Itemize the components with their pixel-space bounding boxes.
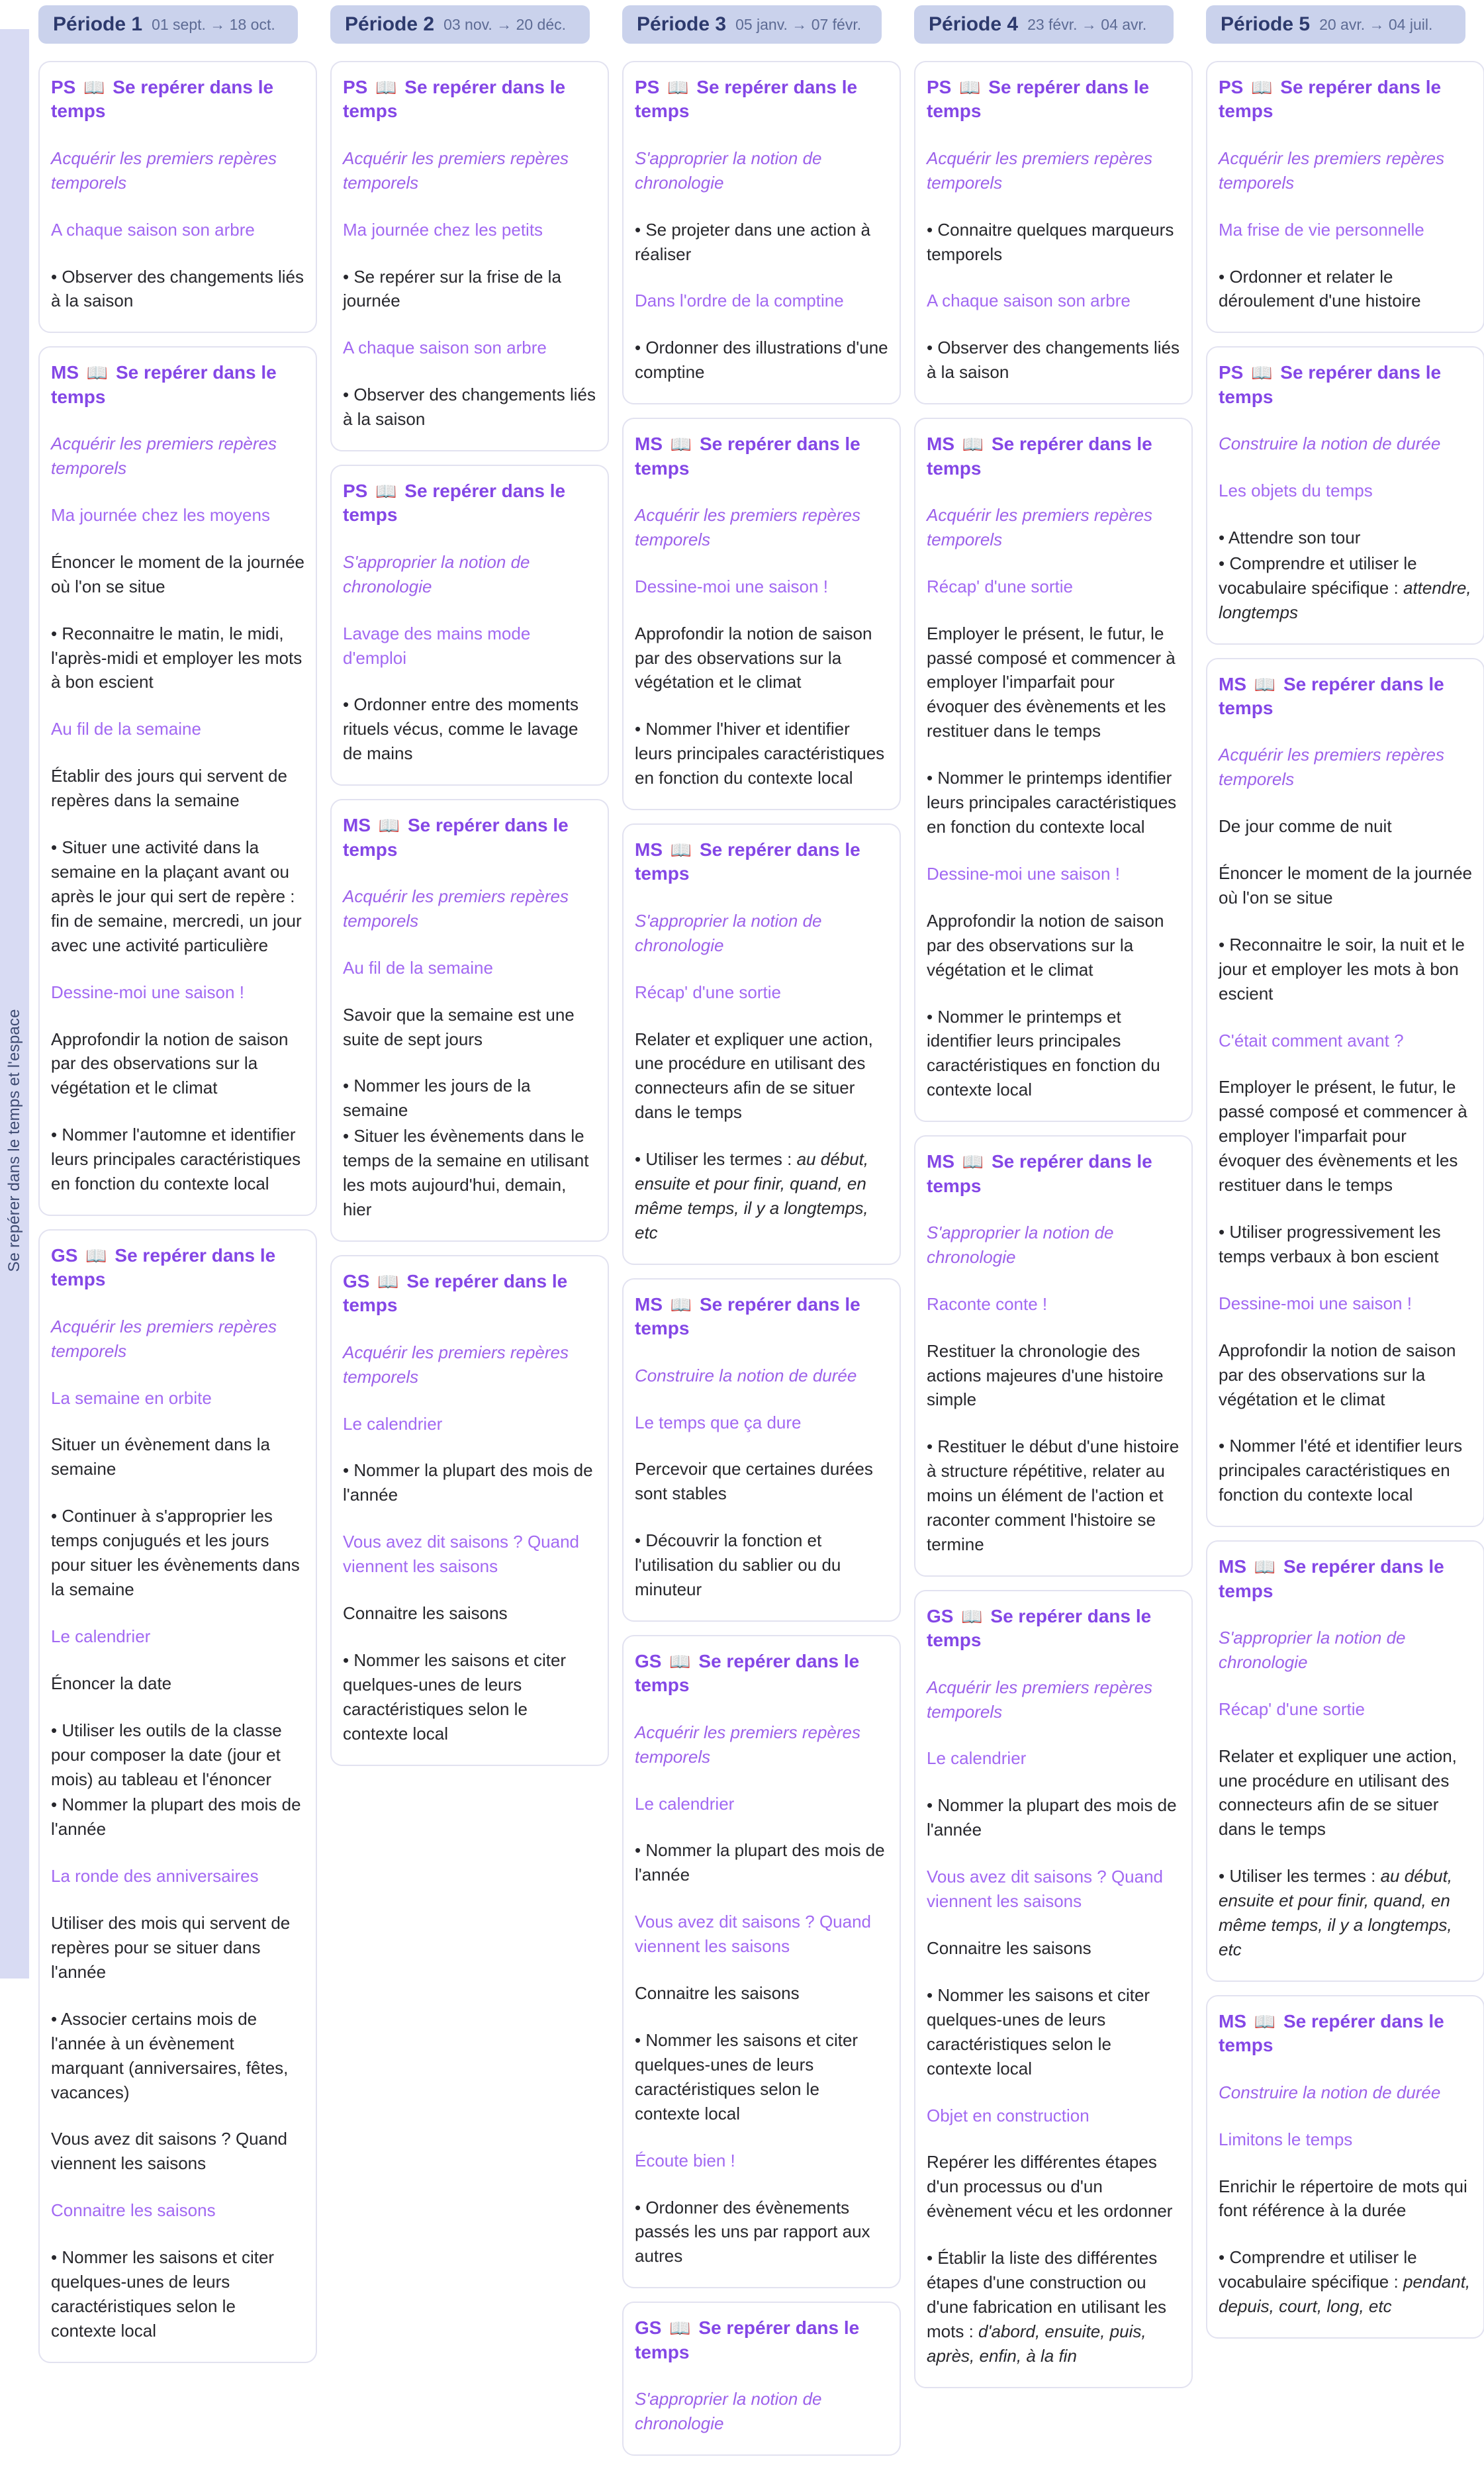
sequence-title[interactable]: Vous avez dit saisons ? Quand viennent les saisons xyxy=(635,1912,872,1957)
card-body xyxy=(927,1221,1180,1557)
card-header xyxy=(343,75,596,124)
emphasized-terms: au début, ensuite et pour finir, quand, en même temps, il y a longtemps, etc xyxy=(1219,1866,1453,1959)
book-icon: 📖 xyxy=(670,1294,692,1315)
card[interactable] xyxy=(330,1255,609,1766)
objective-subtitle: Acquérir les premiers repères temporels xyxy=(635,1722,861,1767)
level-badge: MS xyxy=(1219,1556,1246,1577)
bullet-item: • Nommer les saisons et citer quelques-unes de leurs caractéristiques selon le contexte local xyxy=(51,2247,275,2341)
domain-title: Se repérer dans le temps xyxy=(635,77,858,122)
card-body xyxy=(635,146,888,385)
card-header xyxy=(1219,361,1472,409)
card-body xyxy=(343,884,596,1222)
card[interactable] xyxy=(38,346,317,1216)
objective-subtitle: Acquérir les premiers repères temporels xyxy=(927,1677,1153,1722)
objective-subtitle: Acquérir les premiers repères temporels xyxy=(343,886,569,931)
card-body xyxy=(635,2387,888,2436)
card-header xyxy=(927,1150,1180,1198)
domain-title: Se repérer dans le temps xyxy=(343,481,566,526)
bullet-item: • Se repérer sur la frise de la journée xyxy=(343,266,561,311)
bullet-item: • Observer des changements liés à la saison xyxy=(51,266,304,311)
objective-subtitle: Construire la notion de durée xyxy=(1219,2082,1441,2102)
card-body xyxy=(635,1720,888,2269)
bullet-item: • Nommer la plupart des mois de l'année xyxy=(927,1795,1177,1840)
bullet-item: • Restituer le début d'une histoire à structure répétitive, relater au moins un élément de l'action et raconter comment l'histoire se termine xyxy=(927,1436,1180,1554)
card-text: Énoncer le moment de la journée où l'on se situe xyxy=(1219,863,1473,908)
period-column xyxy=(38,5,317,2469)
book-icon: 📖 xyxy=(1254,1557,1276,1577)
bullet-item: • Utiliser progressivement les temps verbaux à bon escient xyxy=(1219,1222,1441,1266)
bullet-item: • Observer des changements liés à la saison xyxy=(927,338,1180,383)
domain-title: Se repérer dans le temps xyxy=(1219,77,1442,122)
period-dates: 20 avr. → 04 juil. xyxy=(1319,15,1433,33)
card-body xyxy=(51,146,304,314)
card-header xyxy=(51,361,304,409)
card[interactable] xyxy=(38,1229,317,2363)
domain-title: Se repérer dans le temps xyxy=(635,1293,860,1339)
level-badge: PS xyxy=(343,481,368,502)
card[interactable] xyxy=(330,799,609,1242)
bullet-item: • Utiliser les termes : au début, ensuite et pour finir, quand, en même temps, il y a longtemps, etc xyxy=(635,1149,869,1242)
level-badge: MS xyxy=(343,815,371,836)
sequence-title[interactable]: Limitons le temps xyxy=(1219,2129,1353,2149)
card-text: Relater et expliquer une action, une procédure en utilisant des connecteurs afin de se situer dans le temps xyxy=(1219,1746,1457,1840)
bullet-item: • Associer certains mois de l'année à un évènement marquant (anniversaires, fêtes, vacances) xyxy=(51,2008,289,2102)
card[interactable] xyxy=(622,1278,901,1622)
domain-title: Se repérer dans le temps xyxy=(343,815,569,860)
card-header xyxy=(51,75,304,124)
card-header xyxy=(635,1650,888,1698)
bullet-item: • Nommer les saisons et citer quelques-unes de leurs caractéristiques selon le contexte local xyxy=(927,1984,1150,2078)
card-text: Employer le présent, le futur, le passé composé et commencer à employer l'imparfait pour évoquer des évènements et les restituer dans le temps xyxy=(1219,1077,1467,1195)
bullet-item: • Reconnaitre le soir, la nuit et le jour et employer les mots à bon escient xyxy=(1219,934,1465,1003)
domain-title: Se repérer dans le temps xyxy=(51,362,277,407)
period-dates: 01 sept. → 18 oct. xyxy=(152,15,275,33)
sequence-title[interactable]: A chaque saison son arbre xyxy=(927,291,1131,311)
bullet-item: • Se projeter dans une action à réaliser xyxy=(635,219,871,264)
level-badge: GS xyxy=(635,2317,662,2339)
period-name: Période 1 xyxy=(53,13,143,35)
bullet-item: • Utiliser les outils de la classe pour composer la date (jour et mois) au tableau et l'énoncer xyxy=(51,1720,282,1789)
card-text: Situer un évènement dans la semaine xyxy=(51,1434,270,1479)
bullet-item: • Nommer la plupart des mois de l'année xyxy=(51,1794,301,1840)
bullet-item: • Nommer le printemps identifier leurs principales caractéristiques en fonction du contexte local xyxy=(927,768,1177,837)
bullet-item: • Nommer la plupart des mois de l'année xyxy=(635,1840,885,1885)
level-badge: MS xyxy=(927,1151,954,1172)
sequence-title[interactable]: Objet en construction xyxy=(927,2105,1090,2125)
card-list xyxy=(38,61,317,2376)
card-header xyxy=(343,814,596,862)
card-header xyxy=(927,1605,1180,1653)
bullet-item: • Utiliser les termes : au début, ensuite et pour finir, quand, en même temps, il y a longtemps, etc xyxy=(1219,1866,1453,1959)
card-header xyxy=(343,479,596,528)
bullet-item: • Comprendre et utiliser le vocabulaire spécifique : attendre, longtemps xyxy=(1219,553,1471,622)
card-text: Approfondir la notion de saison par des observations sur la végétation et le climat xyxy=(927,910,1164,980)
period-column xyxy=(622,5,901,2469)
card-header xyxy=(635,432,888,481)
card-body xyxy=(927,1675,1180,2368)
bullet-item: • Ordonner entre des moments rituels vécus, comme le lavage de mains xyxy=(343,694,579,764)
level-badge: PS xyxy=(927,77,952,97)
period-pill[interactable] xyxy=(914,5,1174,44)
sequence-title[interactable]: A chaque saison son arbre xyxy=(51,219,255,240)
board xyxy=(38,5,1484,2469)
card-text: Énoncer le moment de la journée où l'on se situe xyxy=(51,551,305,596)
period-dates: 03 nov. → 20 déc. xyxy=(443,15,567,33)
level-badge: PS xyxy=(343,77,368,97)
objective-subtitle: Acquérir les premiers repères temporels xyxy=(635,504,861,549)
card-list xyxy=(622,61,901,2469)
card-body xyxy=(1219,432,1472,624)
sequence-title[interactable]: Dessine-moi une saison ! xyxy=(51,982,244,1002)
objective-subtitle: Acquérir les premiers repères temporels xyxy=(927,148,1153,193)
sequence-title[interactable]: Ma frise de vie personnelle xyxy=(1219,219,1424,240)
sequence-title[interactable]: Récap' d'une sortie xyxy=(1219,1699,1365,1719)
card-text: Approfondir la notion de saison par des observations sur la végétation et le climat xyxy=(635,623,872,692)
card-body xyxy=(1219,2080,1472,2319)
sidebar-label: Se repérer dans le temps et l'espace xyxy=(5,1008,23,1272)
sequence-title[interactable]: Dessine-moi une saison ! xyxy=(635,576,828,596)
bullet-item: • Nommer l'été et identifier leurs principales caractéristiques en fonction du contexte local xyxy=(1219,1436,1463,1505)
card-body xyxy=(635,909,888,1245)
card-body xyxy=(51,432,304,1196)
sequence-title[interactable]: Ma journée chez les petits xyxy=(343,219,543,240)
period-pill[interactable] xyxy=(622,5,882,44)
card-text: Percevoir que certaines durées sont stables xyxy=(635,1459,873,1504)
bullet-item: • Ordonner des évènements passés les uns par rapport aux autres xyxy=(635,2197,870,2266)
card-text: Enrichir le répertoire de mots qui font référence à la durée xyxy=(1219,2176,1467,2221)
bullet-item: • Nommer les saisons et citer quelques-unes de leurs caractéristiques selon le contexte local xyxy=(343,1650,567,1744)
card-text: Utiliser des mois qui servent de repères pour se situer dans l'année xyxy=(51,1913,291,1982)
book-icon: 📖 xyxy=(1254,674,1276,694)
card-list xyxy=(330,61,609,1779)
card-body xyxy=(927,146,1180,385)
objective-subtitle: S'approprier la notion de chronologie xyxy=(635,2389,822,2433)
objective-subtitle: Acquérir les premiers repères temporels xyxy=(51,1316,277,1361)
bullet-item: • Continuer à s'approprier les temps conjugués et les jours pour situer les évènements dans la semaine xyxy=(51,1506,300,1599)
bullet-item: • Nommer l'hiver et identifier leurs principales caractéristiques en fonction du contexte local xyxy=(635,719,885,788)
period-pill[interactable] xyxy=(1206,5,1465,44)
sidebar-rail xyxy=(0,29,29,1979)
objective-subtitle: Acquérir les premiers repères temporels xyxy=(51,434,277,478)
bullet-item: • Attendre son tour xyxy=(1219,527,1361,547)
card-header xyxy=(1219,1555,1472,1603)
objective-subtitle: Construire la notion de durée xyxy=(635,1365,857,1385)
card[interactable] xyxy=(622,823,901,1265)
card-body xyxy=(343,550,596,766)
level-badge: MS xyxy=(1219,2010,1246,2031)
card-text: Connaitre les saisons xyxy=(927,1938,1091,1958)
book-icon: 📖 xyxy=(961,1606,983,1626)
card-list xyxy=(914,61,1193,2401)
level-badge: GS xyxy=(343,1270,370,1291)
bullet-item: • Établir la liste des différentes étapes d'une construction ou d'une fabrication en utilisant les mots : d'abord, ensuite, puis, après, enfin, à la fin xyxy=(927,2248,1166,2366)
card-list xyxy=(1206,61,1484,2352)
sequence-title[interactable]: Dessine-moi une saison ! xyxy=(927,863,1120,884)
domain-title: Se repérer dans le temps xyxy=(343,77,566,122)
objective-subtitle: S'approprier la notion de chronologie xyxy=(927,1222,1114,1267)
card-body xyxy=(1219,146,1472,314)
level-badge: MS xyxy=(635,434,663,455)
objective-subtitle: Acquérir les premiers repères temporels xyxy=(51,148,277,193)
domain-title: Se repérer dans le temps xyxy=(1219,2010,1444,2056)
sequence-title[interactable]: Connaitre les saisons xyxy=(51,2200,216,2221)
period-name: Période 5 xyxy=(1221,13,1311,35)
domain-title: Se repérer dans le temps xyxy=(927,1605,1152,1651)
bullet-item: • Ordonner et relater le déroulement d'une histoire xyxy=(1219,266,1421,311)
book-icon: 📖 xyxy=(1251,363,1273,383)
card-text: Approfondir la notion de saison par des observations sur la végétation et le climat xyxy=(51,1029,289,1098)
bullet-item: • Nommer le printemps et identifier leurs principales caractéristiques en fonction du contexte local xyxy=(927,1006,1160,1100)
period-pill[interactable] xyxy=(330,5,590,44)
card[interactable] xyxy=(38,61,317,333)
bullet-item: • Nommer l'automne et identifier leurs principales caractéristiques en fonction du contexte local xyxy=(51,1125,301,1194)
level-badge: PS xyxy=(1219,77,1244,97)
domain-title: Se repérer dans le temps xyxy=(927,434,1152,479)
card-text: Vous avez dit saisons ? Quand viennent les saisons xyxy=(51,2129,288,2174)
card-text: Repérer les différentes étapes d'un processus ou d'un évènement vécu et les ordonner xyxy=(927,2152,1173,2221)
card-text: Connaitre les saisons xyxy=(343,1603,508,1624)
sequence-title[interactable]: Le calendrier xyxy=(343,1413,443,1434)
sequence-title[interactable]: Au fil de la semaine xyxy=(51,719,201,739)
card-body xyxy=(635,503,888,790)
bullet-item: • Nommer la plupart des mois de l'année xyxy=(343,1460,593,1505)
sequence-title[interactable]: Récap' d'une sortie xyxy=(927,576,1073,596)
level-badge: MS xyxy=(635,1293,663,1315)
sequence-title[interactable]: Le temps que ça dure xyxy=(635,1412,802,1432)
level-badge: PS xyxy=(635,77,660,97)
period-dates: 23 févr. → 04 avr. xyxy=(1027,15,1147,33)
level-badge: MS xyxy=(635,839,663,861)
card[interactable] xyxy=(1206,61,1484,333)
card[interactable] xyxy=(622,418,901,810)
emphasized-terms: d'abord, ensuite, puis, après, enfin, à la fin xyxy=(927,2321,1146,2366)
bullet-item: • Situer une activité dans la semaine en la plaçant avant ou après le jour qui sert de repère : fin de semaine, mercredi, un jour avec une activité particulière xyxy=(51,837,302,955)
card-text: Employer le présent, le futur, le passé composé et commencer à employer l'imparfait pour évoquer des évènements et les restituer dans le temps xyxy=(927,623,1176,741)
sequence-title[interactable]: Le calendrier xyxy=(51,1626,151,1646)
domain-title: Se repérer dans le temps xyxy=(1219,362,1442,407)
domain-title: Se repérer dans le temps xyxy=(51,1244,276,1290)
card-header xyxy=(1219,75,1472,124)
objective-subtitle: S'approprier la notion de chronologie xyxy=(635,910,822,955)
level-badge: GS xyxy=(51,1244,78,1266)
bullet-item: • Comprendre et utiliser le vocabulaire spécifique : pendant, depuis, court, long, etc xyxy=(1219,2247,1471,2317)
card-header xyxy=(927,432,1180,481)
period-name: Période 4 xyxy=(929,13,1019,35)
objective-subtitle: Acquérir les premiers repères temporels xyxy=(1219,745,1445,790)
card-header xyxy=(635,838,888,886)
sequence-title[interactable]: Lavage des mains mode d'emploi xyxy=(343,623,531,668)
objective-subtitle: Construire la notion de durée xyxy=(1219,434,1441,454)
card-header xyxy=(51,1244,304,1292)
card-body xyxy=(343,146,596,432)
domain-title: Se repérer dans le temps xyxy=(343,1270,568,1316)
card-header xyxy=(635,2316,888,2364)
card-text: De jour comme de nuit xyxy=(1219,816,1392,837)
bullet-item: • Nommer les jours de la semaine xyxy=(343,1076,531,1121)
period-name: Période 2 xyxy=(345,13,435,35)
card-header xyxy=(1219,673,1472,721)
card-body xyxy=(635,1364,888,1602)
domain-title: Se repérer dans le temps xyxy=(51,77,274,122)
card[interactable] xyxy=(1206,1995,1484,2339)
card-body xyxy=(1219,1626,1472,1962)
card-text: Relater et expliquer une action, une procédure en utilisant des connecteurs afin de se situer dans le temps xyxy=(635,1029,873,1123)
sequence-title[interactable]: Vous avez dit saisons ? Quand viennent les saisons xyxy=(343,1532,580,1577)
book-icon: 📖 xyxy=(667,77,689,97)
card-body xyxy=(1219,743,1472,1507)
level-badge: GS xyxy=(635,1650,662,1671)
sequence-title[interactable]: Dessine-moi une saison ! xyxy=(1219,1293,1412,1313)
sequence-title[interactable]: Les objets du temps xyxy=(1219,481,1373,500)
domain-title: Se repérer dans le temps xyxy=(635,1650,860,1696)
book-icon: 📖 xyxy=(959,77,981,97)
bullet-item: • Reconnaitre le matin, le midi, l'après-midi et employer les mots à bon escient xyxy=(51,623,302,692)
card-text: Connaitre les saisons xyxy=(635,1983,800,2004)
bullet-item: • Découvrir la fonction et l'utilisation du sablier ou du minuteur xyxy=(635,1530,841,1600)
level-badge: MS xyxy=(927,434,954,455)
book-icon: 📖 xyxy=(670,434,692,455)
card[interactable] xyxy=(914,418,1193,1122)
objective-subtitle: Acquérir les premiers repères temporels xyxy=(343,1342,569,1387)
book-icon: 📖 xyxy=(378,815,400,836)
bullet-item: • Connaitre quelques marqueurs temporels xyxy=(927,219,1174,264)
level-badge: GS xyxy=(927,1605,954,1626)
emphasized-terms: au début, ensuite et pour finir, quand, en même temps, il y a longtemps, etc xyxy=(635,1149,869,1242)
book-icon: 📖 xyxy=(375,481,397,502)
sequence-title[interactable]: A chaque saison son arbre xyxy=(343,338,547,358)
bullet-item: • Situer les évènements dans le temps de la semaine en utilisant les mots aujourd'hui, demain, hier xyxy=(343,1126,589,1219)
card-text: Établir des jours qui servent de repères dans la semaine xyxy=(51,766,287,811)
objective-subtitle: Acquérir les premiers repères temporels xyxy=(927,504,1153,549)
bullet-item: • Observer des changements liés à la saison xyxy=(343,385,596,430)
card-body xyxy=(51,1315,304,2343)
sequence-title[interactable]: La semaine en orbite xyxy=(51,1387,212,1408)
objective-subtitle: Acquérir les premiers repères temporels xyxy=(343,148,569,193)
card[interactable] xyxy=(622,2302,901,2456)
level-badge: PS xyxy=(1219,362,1244,383)
card-body xyxy=(343,1340,596,1746)
card-header xyxy=(1219,2010,1472,2058)
objective-subtitle: S'approprier la notion de chronologie xyxy=(1219,1627,1406,1672)
period-column xyxy=(914,5,1193,2469)
book-icon: 📖 xyxy=(1251,77,1273,97)
card-text: Approfondir la notion de saison par des observations sur la végétation et le climat xyxy=(1219,1340,1456,1409)
card[interactable] xyxy=(914,1590,1193,2388)
objective-subtitle: S'approprier la notion de chronologie xyxy=(343,551,530,596)
period-column xyxy=(330,5,609,2469)
card-header xyxy=(635,75,888,124)
emphasized-terms: pendant, depuis, court, long, etc xyxy=(1219,2272,1471,2317)
domain-title: Se repérer dans le temps xyxy=(635,2317,860,2362)
sequence-title[interactable]: Le calendrier xyxy=(635,1793,735,1814)
sequence-title[interactable]: Le calendrier xyxy=(927,1748,1027,1769)
period-pill[interactable] xyxy=(38,5,298,44)
bullet-item: • Ordonner des illustrations d'une comptine xyxy=(635,338,888,383)
domain-title: Se repérer dans le temps xyxy=(1219,1556,1444,1601)
sequence-title[interactable]: Écoute bien ! xyxy=(635,2150,735,2170)
book-icon: 📖 xyxy=(669,1651,691,1671)
book-icon: 📖 xyxy=(962,434,984,455)
card[interactable] xyxy=(330,61,609,451)
card-text: Énoncer la date xyxy=(51,1673,172,1693)
card-text: Savoir que la semaine est une suite de sept jours xyxy=(343,1004,575,1049)
sequence-title[interactable]: Vous avez dit saisons ? Quand viennent les saisons xyxy=(927,1867,1164,1912)
card[interactable] xyxy=(914,61,1193,404)
book-icon: 📖 xyxy=(670,840,692,861)
card[interactable] xyxy=(622,1635,901,2288)
period-column xyxy=(1206,5,1484,2469)
book-icon: 📖 xyxy=(86,363,109,383)
book-icon: 📖 xyxy=(669,2318,691,2339)
card[interactable] xyxy=(914,1135,1193,1577)
level-badge: MS xyxy=(1219,673,1246,694)
card-text: Restituer la chronologie des actions majeures d'une histoire simple xyxy=(927,1340,1164,1410)
book-icon: 📖 xyxy=(1254,2011,1276,2031)
card[interactable] xyxy=(622,61,901,404)
sequence-title[interactable]: La ronde des anniversaires xyxy=(51,1866,259,1887)
book-icon: 📖 xyxy=(83,77,105,97)
card[interactable] xyxy=(1206,1540,1484,1982)
sequence-title[interactable]: Au fil de la semaine xyxy=(343,957,493,978)
period-dates: 05 janv. → 07 févr. xyxy=(735,15,862,33)
book-icon: 📖 xyxy=(85,1245,107,1266)
domain-title: Se repérer dans le temps xyxy=(927,77,1150,122)
level-badge: MS xyxy=(51,362,79,383)
sequence-title[interactable]: Dans l'ordre de la comptine xyxy=(635,291,844,311)
card[interactable] xyxy=(330,465,609,786)
book-icon: 📖 xyxy=(377,1271,399,1291)
sequence-title[interactable]: Ma journée chez les moyens xyxy=(51,504,270,525)
domain-title: Se repérer dans le temps xyxy=(1219,673,1444,718)
period-name: Période 3 xyxy=(637,13,727,35)
emphasized-terms: attendre, longtemps xyxy=(1219,577,1471,622)
card[interactable] xyxy=(1206,658,1484,1528)
objective-subtitle: Acquérir les premiers repères temporels xyxy=(1219,148,1445,193)
sequence-title[interactable]: Raconte conte ! xyxy=(927,1293,1048,1314)
domain-title: Se repérer dans le temps xyxy=(635,839,860,884)
domain-title: Se repérer dans le temps xyxy=(635,434,860,479)
card-header xyxy=(343,1270,596,1318)
book-icon: 📖 xyxy=(375,77,397,97)
card[interactable] xyxy=(1206,346,1484,644)
card-body xyxy=(927,503,1180,1102)
bullet-item: • Nommer les saisons et citer quelques-unes de leurs caractéristiques selon le contexte local xyxy=(635,2029,858,2123)
card-header xyxy=(635,1293,888,1341)
sequence-title[interactable]: C'était comment avant ? xyxy=(1219,1030,1404,1050)
objective-subtitle: S'approprier la notion de chronologie xyxy=(635,148,822,193)
card-header xyxy=(927,75,1180,124)
sequence-title[interactable]: Récap' d'une sortie xyxy=(635,982,781,1002)
book-icon: 📖 xyxy=(962,1152,984,1172)
level-badge: PS xyxy=(51,77,76,97)
domain-title: Se repérer dans le temps xyxy=(927,1151,1152,1196)
